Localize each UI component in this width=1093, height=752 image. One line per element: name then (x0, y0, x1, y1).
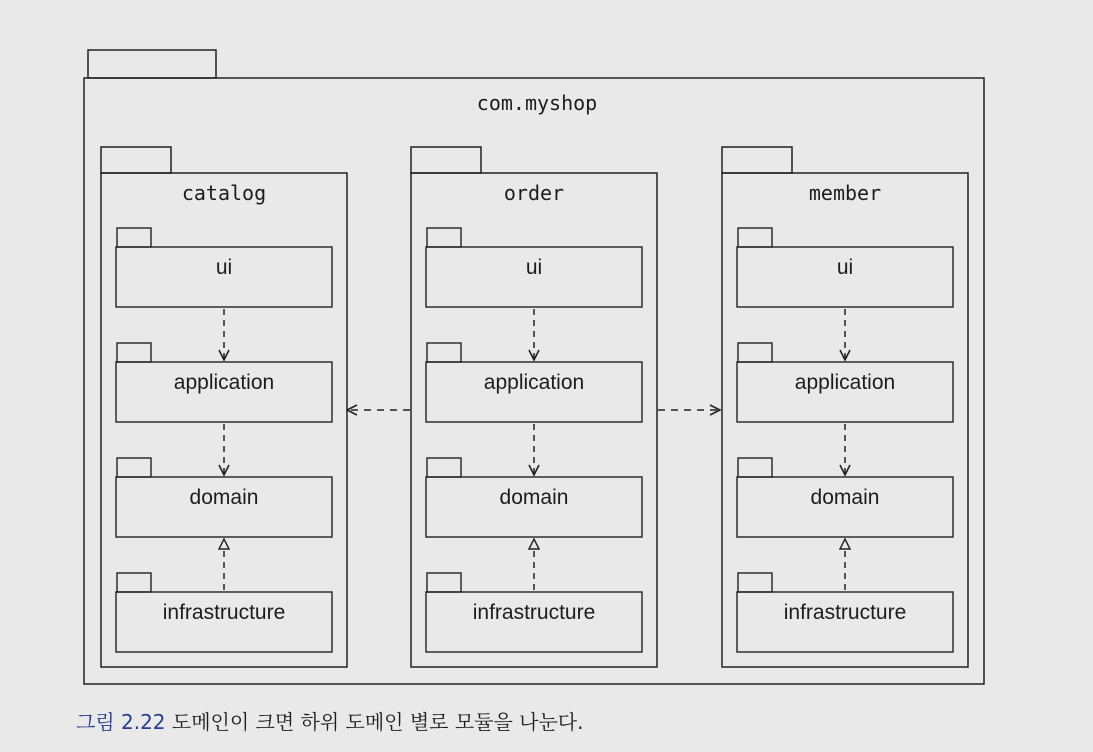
layer-tab (427, 228, 461, 247)
layer-tab (117, 228, 151, 247)
layer-tab (117, 573, 151, 592)
layer-label: ui (836, 256, 854, 279)
module-order (411, 147, 657, 667)
layer-package-ui (116, 228, 332, 307)
layer-label: domain (810, 486, 880, 509)
layer-label: domain (189, 486, 259, 509)
module-catalog (101, 147, 347, 667)
layer-package-ui (737, 228, 953, 307)
layer-label: ui (525, 256, 543, 279)
layer-tab (738, 573, 772, 592)
layer-package-ui (426, 228, 642, 307)
layer-tab (427, 343, 461, 362)
layer-tab (738, 458, 772, 477)
module-tab (101, 147, 171, 173)
module-title: order (503, 181, 565, 205)
root-package-label: com.myshop (476, 91, 598, 115)
layer-label: infrastructure (783, 601, 907, 624)
figure-label: 그림 2.22 (76, 710, 166, 734)
layer-label: ui (215, 256, 233, 279)
module-tab (722, 147, 792, 173)
module-title: catalog (181, 181, 267, 205)
module-member (722, 147, 968, 667)
figure-caption (76, 706, 583, 735)
layer-label: infrastructure (162, 601, 286, 624)
layer-label: infrastructure (472, 601, 596, 624)
layer-tab (738, 343, 772, 362)
figure-caption-text: 도메인이 크면 하위 도메인 별로 모듈을 나눈다. (171, 710, 584, 734)
layer-label: application (173, 371, 275, 394)
layer-label: application (794, 371, 896, 394)
layer-tab (427, 573, 461, 592)
module-tab (411, 147, 481, 173)
layer-tab (117, 343, 151, 362)
module-title: member (808, 181, 882, 205)
layer-label: domain (499, 486, 569, 509)
layer-tab (427, 458, 461, 477)
layer-tab (117, 458, 151, 477)
layer-label: application (483, 371, 585, 394)
root-package-tab (88, 50, 216, 78)
layer-tab (738, 228, 772, 247)
